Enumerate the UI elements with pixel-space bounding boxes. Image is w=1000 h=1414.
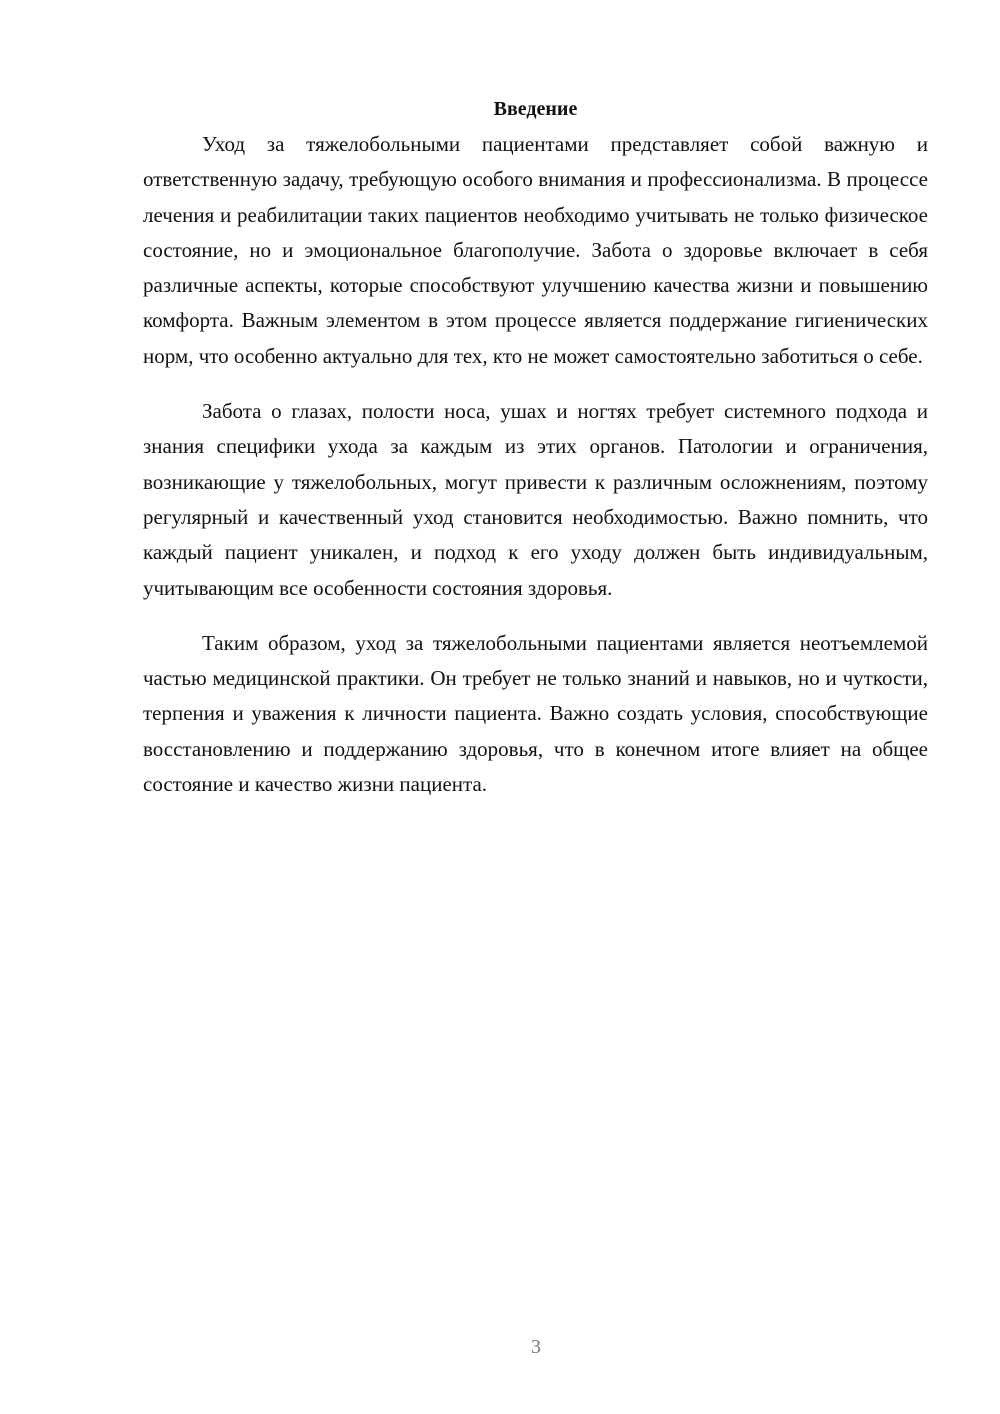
page-content <box>143 92 928 802</box>
section-title: Введение <box>493 98 578 120</box>
paragraph-1: Уход за тяжелобольными пациентами представляет собой важную и ответственную задачу, требующую особого внимания и профессионализма. В процессе лечения и реабилитации таких пациентов необходимо учитывать не только физическое состояние, но и эмоциональное благополучие. Забота о здоровье включает в себя различные аспекты, которые способствуют улучшению качества жизни и повышению комфорта. Важным элементом в этом процессе является поддержание гигиенических норм, что особенно актуально для тех, кто не может самостоятельно заботиться о себе. <box>143 132 928 368</box>
paragraph-3: Таким образом, уход за тяжелобольными пациентами является неотъемлемой частью медицинской практики. Он требует не только знаний и навыков, но и чуткости, терпения и уважения к личности пациента. Важно создать условия, способствующие восстановлению и поддержанию здоровья, что в конечном итоге влияет на общее состояние и качество жизни пациента. <box>143 630 928 797</box>
paragraph-2: Забота о глазах, полости носа, ушах и ногтях требует системного подхода и знания специфики ухода за каждым из этих органов. Патологии и ограничения, возникающие у тяжелобольных, могут привести к различным осложнениям, поэтому регулярный и качественный уход становится необходимостью. Важно помнить, что каждый пациент уникален, и подход к его уходу должен быть индивидуальным, учитывающим все особенности состояния здоровья. <box>143 399 928 600</box>
page-number: 3 <box>531 1336 541 1358</box>
